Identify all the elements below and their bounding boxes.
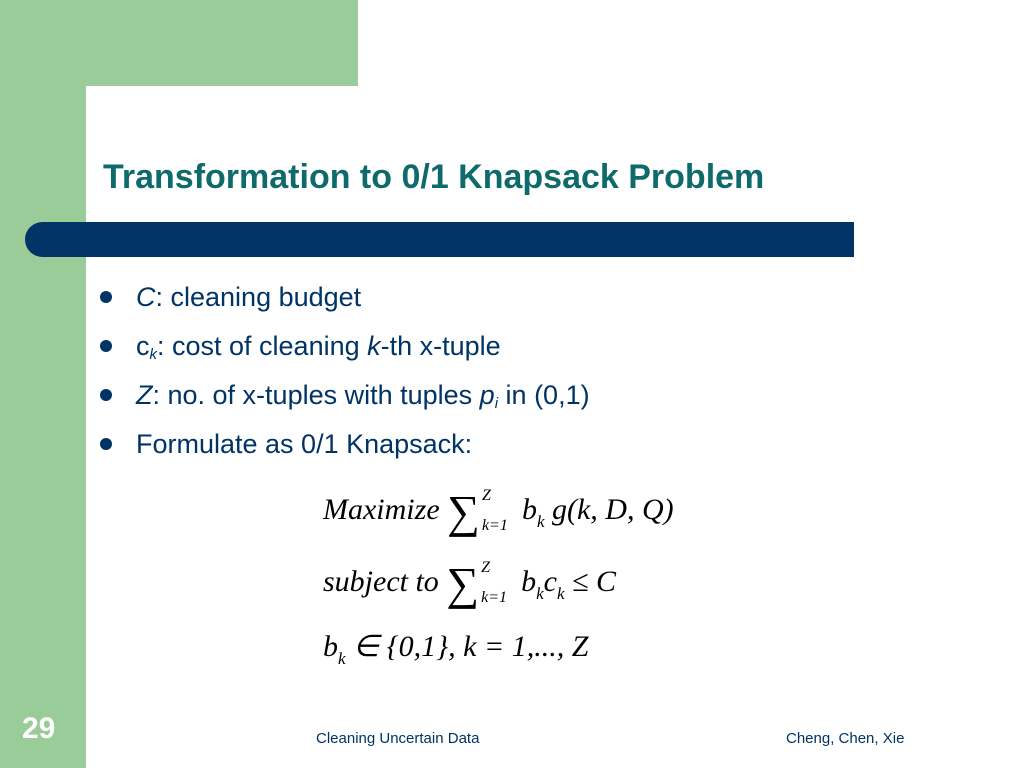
bullet-item — [96, 375, 590, 424]
bullet-variable: Z — [136, 380, 153, 410]
bullet-dot-icon — [100, 291, 112, 303]
bullet-text: in (0,1) — [498, 380, 590, 410]
domain-line — [323, 629, 588, 689]
bullet-dot-icon — [100, 438, 112, 450]
bullet-variable: k — [367, 331, 381, 361]
bullet-subscript: k — [149, 346, 157, 363]
bullet-item — [96, 326, 590, 375]
domain-variable: b — [323, 630, 338, 663]
left-green-band — [0, 0, 86, 768]
constraint-relation: ≤ C — [572, 565, 617, 598]
domain-subscript: k — [338, 649, 346, 668]
bullet-item — [96, 424, 590, 473]
summation-icon: ∑ — [447, 486, 480, 537]
bullet-text: : cost of cleaning — [157, 331, 368, 361]
term-variable: b — [521, 493, 537, 526]
bullet-subscript: i — [494, 395, 499, 412]
term-variable: b — [521, 565, 537, 598]
bullet-variable: p — [479, 380, 495, 410]
title-underline-bar — [25, 222, 854, 257]
constraint-line — [323, 557, 616, 617]
summation-limits — [479, 559, 519, 606]
top-green-band — [0, 0, 358, 86]
lower-limit: k=1 — [481, 517, 508, 534]
bullet-item — [96, 277, 590, 326]
term-subscript: k — [536, 512, 545, 531]
bullet-list — [96, 277, 590, 473]
objective-line — [323, 485, 674, 545]
constraint-label: subject to — [323, 565, 439, 598]
bullet-dot-icon — [100, 340, 112, 352]
bullet-variable: c — [136, 331, 150, 361]
upper-limit: Z — [481, 559, 491, 576]
objective-function: g(k, D, Q) — [551, 493, 674, 526]
slide-number: 29 — [22, 712, 56, 745]
term-subscript: k — [556, 584, 565, 603]
footer-authors: Cheng, Chen, Xie — [786, 730, 905, 747]
bullet-text: -th x-tuple — [380, 331, 501, 361]
objective-label: Maximize — [323, 493, 440, 526]
domain-set: ∈ {0,1}, k = 1,..., Z — [345, 630, 589, 663]
summation-icon: ∑ — [446, 558, 480, 609]
bullet-text: Formulate as 0/1 Knapsack: — [136, 429, 473, 459]
bullet-text: : cleaning budget — [155, 282, 362, 312]
bullet-dot-icon — [100, 389, 112, 401]
upper-limit: Z — [481, 487, 491, 504]
term-variable: c — [543, 565, 557, 598]
footer-title: Cleaning Uncertain Data — [316, 730, 480, 747]
bullet-variable: C — [136, 282, 156, 312]
slide-title: Transformation to 0/1 Knapsack Problem — [103, 158, 765, 196]
term-subscript: k — [536, 584, 544, 603]
lower-limit: k=1 — [481, 589, 508, 606]
bullet-text: : no. of x-tuples with tuples — [152, 380, 480, 410]
summation-limits — [480, 487, 520, 534]
